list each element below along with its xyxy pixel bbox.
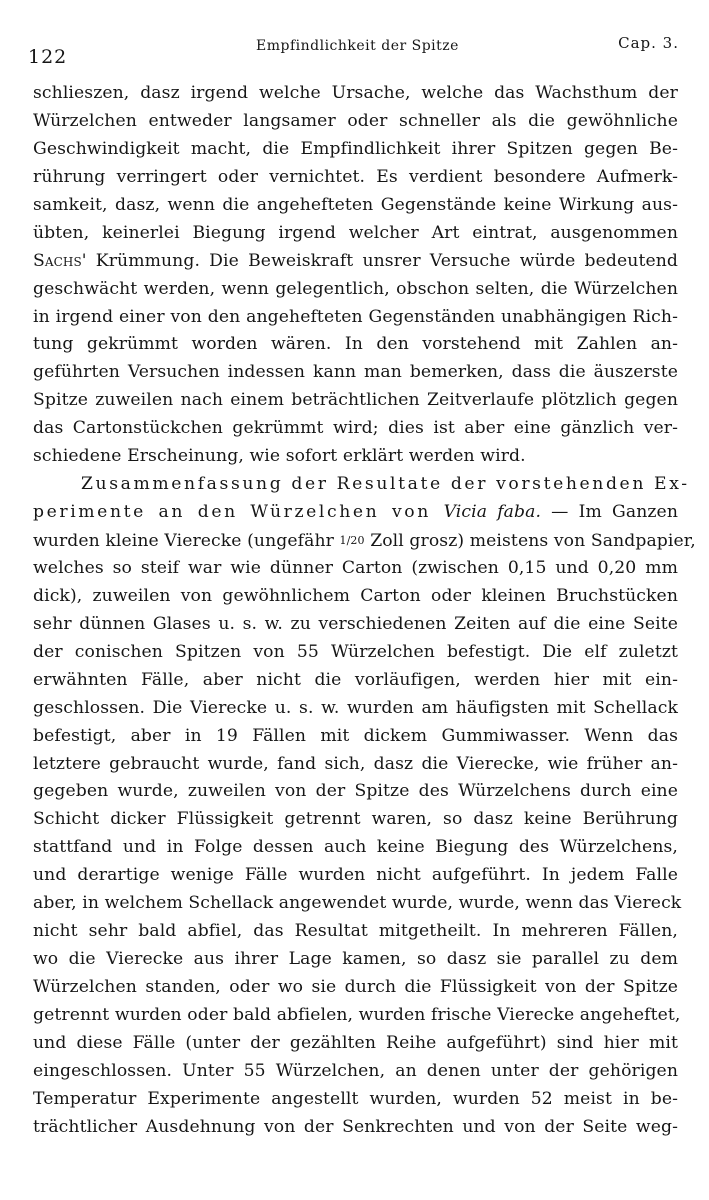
body-text <box>33 80 696 1142</box>
text-line: sehr dünnen Glases u. s. w. zu verschiedenen Zeiten auf die eine Seite <box>33 613 678 634</box>
section-heading-line: Zusammenfassung der Resultate der vorstehenden Ex- <box>81 474 690 495</box>
text-line: rührung verringert oder vernichtet. Es verdient besondere Aufmerk- <box>33 166 678 187</box>
text-line: in irgend einer von den angehefteten Gegenständen unabhängigen Rich- <box>33 306 678 327</box>
chapter-label: Cap. 3. <box>618 34 679 52</box>
text-line: tung gekrümmt worden wären. In den vorstehend mit Zahlen an- <box>33 334 678 355</box>
text-line: und derartige wenige Fälle wurden nicht aufgeführt. In jedem Falle <box>33 865 678 886</box>
text-line <box>33 527 696 555</box>
text-line: Geschwindigkeit macht, die Empfindlichkeit ihrer Spitzen gegen Be- <box>33 138 678 159</box>
heading-rest-text: — Im Ganzen <box>541 502 678 523</box>
text-line: samkeit, dasz, wenn die angehefteten Gegenstände keine Wirkung aus- <box>33 194 678 215</box>
text-line: übten, keinerlei Biegung irgend welcher Art eintrat, ausgenommen <box>33 222 678 243</box>
page-number: 122 <box>28 46 68 68</box>
text-line: Schicht dicker Flüssigkeit getrennt waren, so dasz keine Berührung <box>33 809 678 830</box>
text-line: geschlossen. Die Vierecke u. s. w. wurden am häufigsten mit Schellack <box>33 697 678 718</box>
text-line: schlieszen, dasz irgend welche Ursache, welche das Wachsthum der <box>33 83 678 103</box>
text-line: dick), zuweilen von gewöhnlichem Carton oder kleinen Bruchstücken <box>33 585 678 606</box>
text-line: das Cartonstückchen gekrümmt wird; dies ist aber eine gänzlich ver- <box>33 418 678 439</box>
heading-spaced-text: perimente an den Würzelchen von <box>33 502 444 523</box>
text-line: welches so steif war wie dünner Carton (zwischen 0,15 und 0,20 mm <box>33 557 678 578</box>
text-line: Spitze zuweilen nach einem beträchtlichen Zeitverlaufe plötzlich gegen <box>33 390 678 411</box>
text-line: Würzelchen standen, oder wo sie durch die Flüssigkeit von der Spitze <box>33 977 678 997</box>
text-line <box>33 248 678 276</box>
text-line: befestigt, aber in 19 Fällen mit dickem Gummiwasser. Wenn das <box>33 725 678 746</box>
fraction: 1/20 <box>339 534 365 547</box>
text-line: stattfand und in Folge dessen auch keine Biegung des Würzelchens, <box>33 837 678 858</box>
text-line-rest: Krümmung. Die Beweiskraft unsrer Versuche würde bedeutend <box>86 250 678 271</box>
text-line: aber, in welchem Schellack angewendet wurde, wurde, wenn das Viereck <box>33 893 682 914</box>
text-line: der conischen Spitzen von 55 Würzelchen befestigt. Die elf zuletzt <box>33 641 678 662</box>
species-name: Vicia faba. <box>443 502 542 523</box>
text-line: geschwächt werden, wenn gelegentlich, obschon selten, die Würzelchen <box>33 278 678 299</box>
text-line: nicht sehr bald abfiel, das Resultat mitgetheilt. In mehreren Fällen, <box>33 921 678 942</box>
text-line: letztere gebraucht wurde, fand sich, dasz die Vierecke, wie früher an- <box>33 753 678 774</box>
text-line: trächtlicher Ausdehnung von der Senkrechten und von der Seite weg- <box>33 1116 678 1137</box>
running-head: Empfindlichkeit der Spitze <box>256 38 459 54</box>
text-fragment: wurden kleine Vierecke (ungefähr <box>33 531 340 551</box>
text-line: Würzelchen entweder langsamer oder schneller als die gewöhnliche <box>33 110 678 131</box>
text-line: erwähnten Fälle, aber nicht die vorläufigen, werden hier mit ein- <box>33 669 678 690</box>
text-line: und diese Fälle (unter der gezählten Reihe aufgeführt) sind hier mit <box>33 1032 678 1053</box>
text-line: getrennt wurden oder bald abfielen, wurden frische Vierecke angeheftet, <box>33 1004 681 1025</box>
text-line: wo die Vierecke aus ihrer Lage kamen, so dasz sie parallel zu dem <box>33 949 678 970</box>
text-line: schiedene Erscheinung, wie sofort erklärt werden wird. <box>33 446 526 467</box>
page-header <box>28 36 679 66</box>
text-line: geführten Versuchen indessen kann man bemerken, dass die äuszerste <box>33 362 678 383</box>
text-line: eingeschlossen. Unter 55 Würzelchen, an denen unter der gehörigen <box>33 1060 678 1081</box>
text-line: Temperatur Experimente angestellt wurden, wurden 52 meist in be- <box>33 1088 678 1109</box>
text-line: gegeben wurde, zuweilen von der Spitze des Würzelchens durch eine <box>33 781 678 802</box>
text-fragment: Zoll grosz) meistens von Sandpapier, <box>364 531 696 551</box>
author-name-sachs: Sachs' <box>33 250 87 271</box>
section-heading-line <box>33 499 678 527</box>
